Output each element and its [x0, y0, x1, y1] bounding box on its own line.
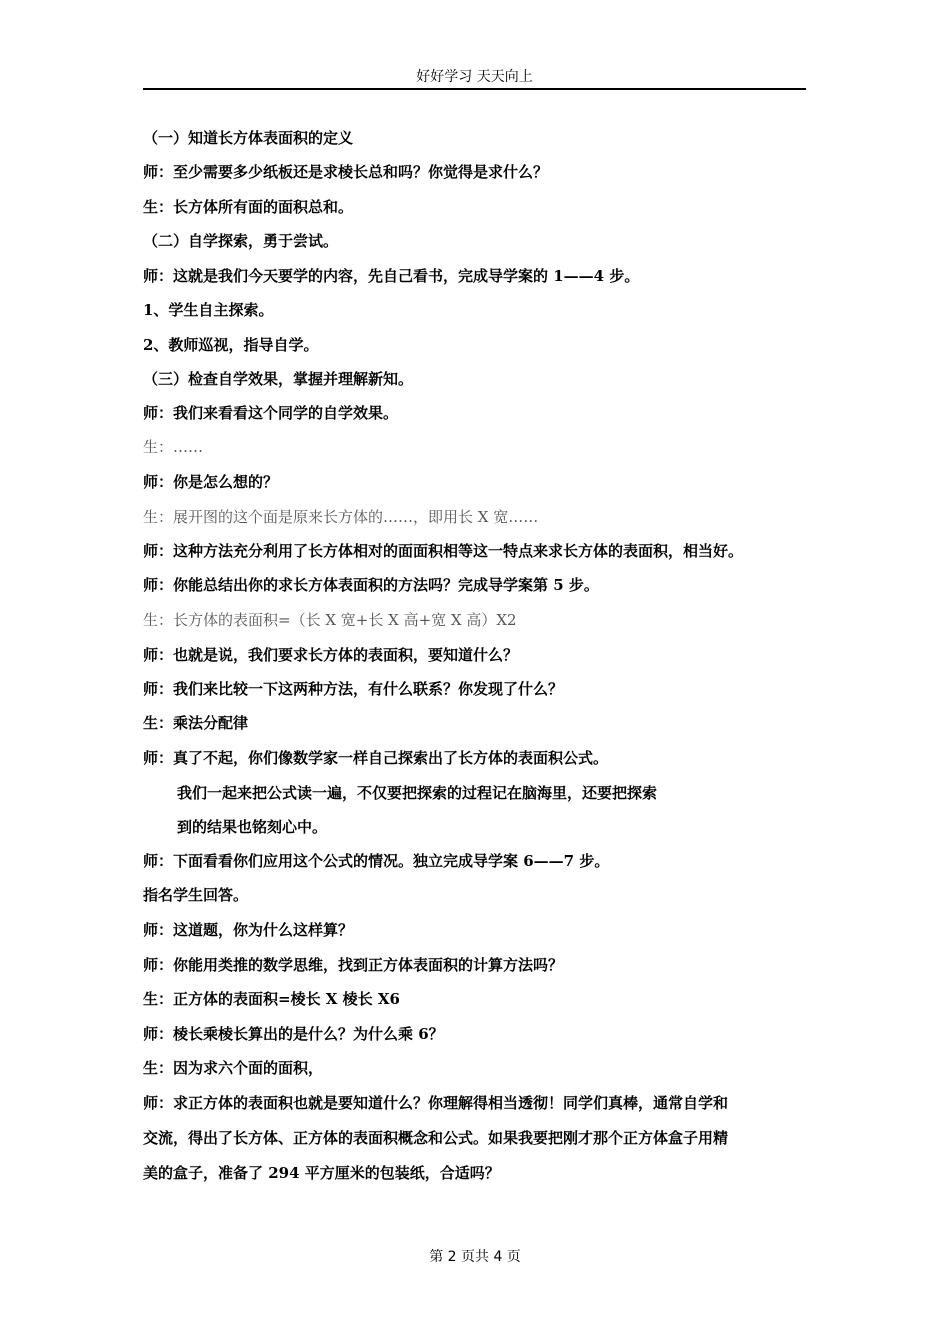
- dialogue-continuation: 美的盒子，准备了 294 平方厘米的包装纸，合适吗？: [143, 1164, 500, 1182]
- section-heading-2: （二）自学探索，勇于尝试。: [143, 232, 339, 250]
- dialogue-line: 生：因为求六个面的面积，: [143, 1059, 324, 1077]
- dialogue-line: 师：你能用类推的数学思维，找到正方体表面积的计算方法吗？: [143, 956, 564, 974]
- dialogue-line: 师：你是怎么想的？: [143, 473, 279, 491]
- dialogue-line: 师：这就是我们今天要学的内容，先自己看书，完成导学案的 1——4 步。: [143, 267, 640, 285]
- dialogue-line: 师：这种方法充分利用了长方体相对的面面积相等这一特点来求长方体的表面积，相当好。: [143, 542, 744, 560]
- dialogue-line: 指名学生回答。: [143, 886, 249, 904]
- dialogue-line: 师：棱长乘棱长算出的是什么？为什么乘 6？: [143, 1025, 444, 1043]
- dialogue-continuation: 到的结果也铭刻心中。: [177, 818, 328, 836]
- dialogue-line: 师：你能总结出你的求长方体表面积的方法吗？完成导学案第 5 步。: [143, 576, 599, 594]
- dialogue-line: 生：展开图的这个面是原来长方体的……，即用长 X 宽……: [143, 508, 539, 526]
- dialogue-line: 师：这道题，你为什么这样算？: [143, 921, 354, 939]
- dialogue-line: 生：长方体所有面的面积总和。: [143, 198, 354, 216]
- dialogue-line: 师：也就是说，我们要求长方体的表面积，要知道什么？: [143, 646, 519, 664]
- dialogue-line: 生：乘法分配律: [143, 714, 249, 732]
- list-item: 2、教师巡视，指导自学。: [143, 336, 319, 354]
- header-title: 好好学习 天天向上: [416, 69, 533, 85]
- section-heading-1: （一）知道长方体表面积的定义: [143, 129, 354, 147]
- header-divider: [143, 88, 806, 90]
- dialogue-continuation: 交流，得出了长方体、正方体的表面积概念和公式。如果我要把刚才那个正方体盒子用精: [143, 1129, 729, 1147]
- dialogue-line: 师：我们来比较一下这两种方法，有什么联系？你发现了什么？: [143, 680, 564, 698]
- dialogue-line: 师：我们来看看这个同学的自学效果。: [143, 404, 399, 422]
- dialogue-continuation: 我们一起来把公式读一遍，不仅要把探索的过程记在脑海里，还要把探索: [177, 784, 658, 802]
- dialogue-line: 生：长方体的表面积=（长 X 宽+长 X 高+宽 X 高）X2: [143, 611, 517, 629]
- section-heading-3: （三）检查自学效果，掌握并理解新知。: [143, 370, 414, 388]
- dialogue-line: 师：下面看看你们应用这个公式的情况。独立完成导学案 6——7 步。: [143, 852, 610, 870]
- dialogue-line: 生：……: [143, 438, 204, 456]
- list-item: 1、学生自主探索。: [143, 301, 274, 319]
- dialogue-line: 师：求正方体的表面积也就是要知道什么？你理解得相当透彻！同学们真棒，通常自学和: [143, 1094, 729, 1112]
- dialogue-line: 生：正方体的表面积=棱长 X 棱长 X6: [143, 990, 400, 1008]
- page-number: 第 2 页共 4 页: [429, 1249, 521, 1265]
- dialogue-line: 师：真了不起，你们像数学家一样自己探索出了长方体的表面积公式。: [143, 749, 609, 767]
- dialogue-line: 师：至少需要多少纸板还是求棱长总和吗？你觉得是求什么？: [143, 163, 549, 181]
